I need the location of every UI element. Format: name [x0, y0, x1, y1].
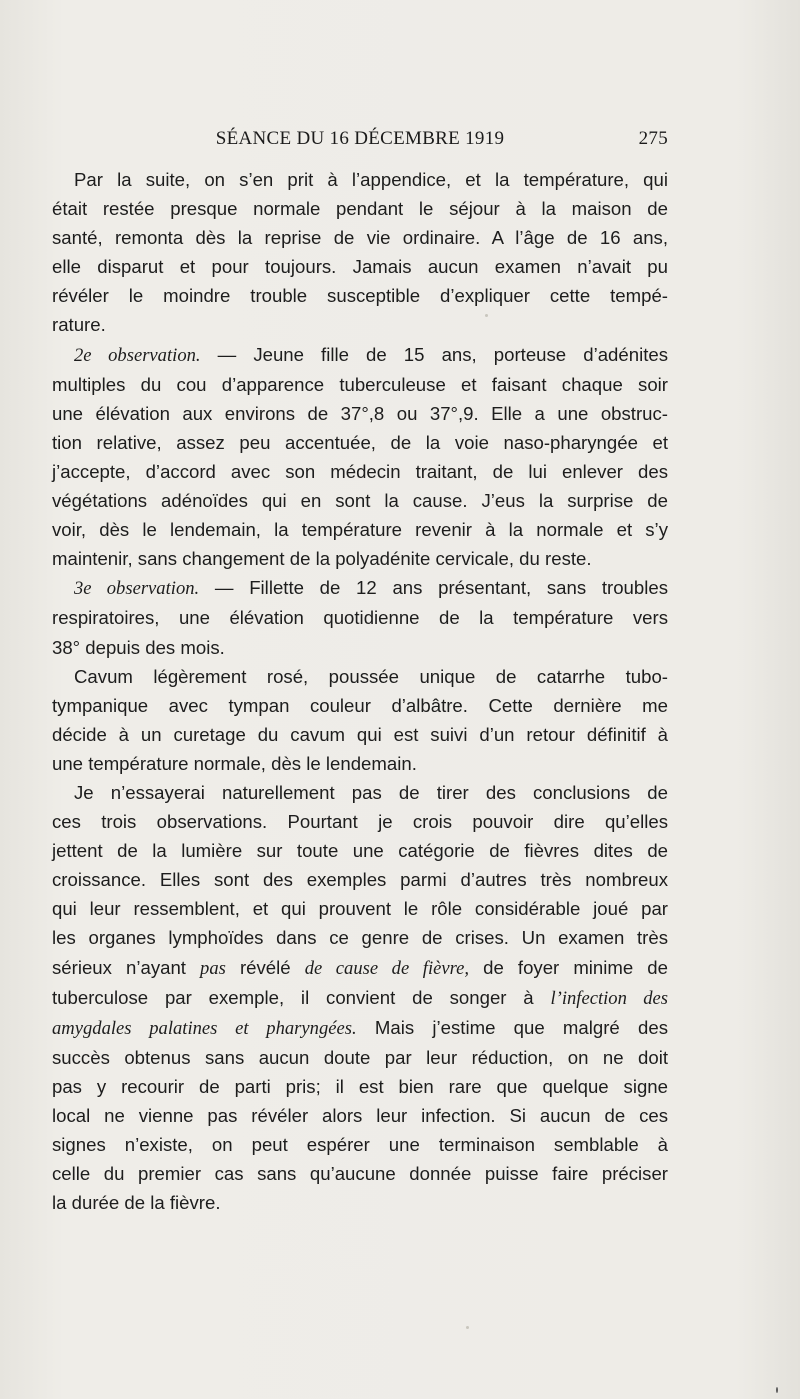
text-line: respiratoires, une élévation quotidienne de la température vers	[52, 607, 668, 629]
text-line: 38° depuis des mois.	[52, 636, 225, 658]
text-run: — Jeune fille de 15 ans, porteuse d’adénites	[200, 343, 669, 365]
text-line: signes n’existe, on peut espérer une terminaison semblable à	[52, 1134, 668, 1156]
observation-2-heading-line	[52, 340, 668, 370]
text-run: tuberculose par exemple, il convient de songer à	[52, 986, 551, 1008]
text-line: qui leur ressemblent, et qui prouvent le rôle considérable joué par	[52, 898, 668, 920]
italic-run: de cause de fièvre,	[304, 957, 470, 979]
text-line: végétations adénoïdes qui en sont la cause. J’eus la surprise de	[52, 490, 668, 512]
text-line: voir, dès le lendemain, la température revenir à la normale et s’y	[52, 519, 668, 541]
text-line: tion relative, assez peu accentuée, de la voie naso-pharyngée et	[52, 431, 668, 453]
text-line: elle disparut et pour toujours. Jamais aucun examen n’avait pu	[52, 256, 668, 278]
text-run: sérieux n’ayant	[52, 956, 201, 978]
italic-run: amygdales palatines et pharyngées.	[52, 1017, 357, 1039]
text-line: la durée de la fièvre.	[52, 1192, 221, 1214]
text-line: multiples du cou d’apparence tuberculeuse et faisant chaque soir	[52, 373, 668, 395]
running-title: SÉANCE DU 16 DÉCEMBRE 1919	[215, 128, 505, 149]
text-line: les organes lymphoïdes dans ce genre de crises. Un examen très	[52, 927, 668, 949]
italic-run: l’infection des	[550, 987, 668, 1009]
text-line: Cavum légèrement rosé, poussée unique de catarrhe tubo-	[74, 665, 668, 687]
text-run: révélé	[225, 956, 305, 978]
paper-speck	[485, 314, 488, 317]
observation-2-label: 2e observation.	[74, 344, 201, 366]
text-run: Mais j’estime que malgré des	[356, 1016, 668, 1038]
text-line: tympanique avec tympan couleur d’albâtre. Cette dernière me	[52, 694, 668, 716]
running-header	[52, 128, 668, 156]
text-line: celle du premier cas sans qu’aucune donnée puisse faire préciser	[52, 1163, 668, 1185]
page-number: 275	[638, 128, 668, 149]
observation-3-label: 3e observation.	[74, 578, 200, 600]
text-line: local ne vienne pas révéler alors leur infection. Si aucun de ces	[52, 1105, 668, 1126]
mixed-text-line	[52, 983, 668, 1013]
paper-speck	[776, 1387, 778, 1393]
text-line: Par la suite, on s’en prit à l’appendice, et la température, qui	[74, 169, 668, 190]
mixed-text-line	[52, 953, 668, 983]
mixed-text-line	[52, 1013, 668, 1043]
italic-run: pas	[200, 957, 226, 979]
text-line: une élévation aux environs de 37°,8 ou 37°,9. Elle a une obstruc-	[52, 402, 668, 424]
text-line: croissance. Elles sont des exemples parmi d’autres très nombreux	[52, 869, 668, 891]
body-text	[52, 165, 668, 1217]
text-line: révéler le moindre trouble susceptible d’expliquer cette tempé-	[52, 285, 668, 307]
text-line: ces trois observations. Pourtant je crois pouvoir dire qu’elles	[52, 811, 668, 833]
text-line: Je n’essayerai naturellement pas de tirer des conclusions de	[74, 781, 668, 803]
text-line: jettent de la lumière sur toute une catégorie de fièvres dites de	[52, 840, 668, 862]
text-run: — Fillette de 12 ans présentant, sans troubles	[199, 577, 668, 599]
text-line: maintenir, sans changement de la polyadénite cervicale, du reste.	[52, 548, 592, 570]
text-line: succès obtenus sans aucun doute par leur réduction, on ne doit	[52, 1046, 668, 1068]
text-line: une température normale, dès le lendemain.	[52, 752, 417, 774]
text-line: rature.	[52, 314, 106, 336]
paper-speck	[466, 1326, 469, 1329]
text-line: j’accepte, d’accord avec son médecin traitant, de lui enlever des	[52, 460, 668, 482]
text-run: de foyer minime de	[469, 956, 668, 978]
observation-3-heading-line	[52, 573, 668, 603]
text-line: était restée presque normale pendant le séjour à la maison de	[52, 198, 668, 220]
text-line: pas y recourir de parti pris; il est bien rare que quelque signe	[52, 1075, 668, 1097]
text-line: santé, remonta dès la reprise de vie ordinaire. A l’âge de 16 ans,	[52, 227, 668, 249]
text-line: décide à un curetage du cavum qui est suivi d’un retour définitif à	[52, 723, 668, 745]
